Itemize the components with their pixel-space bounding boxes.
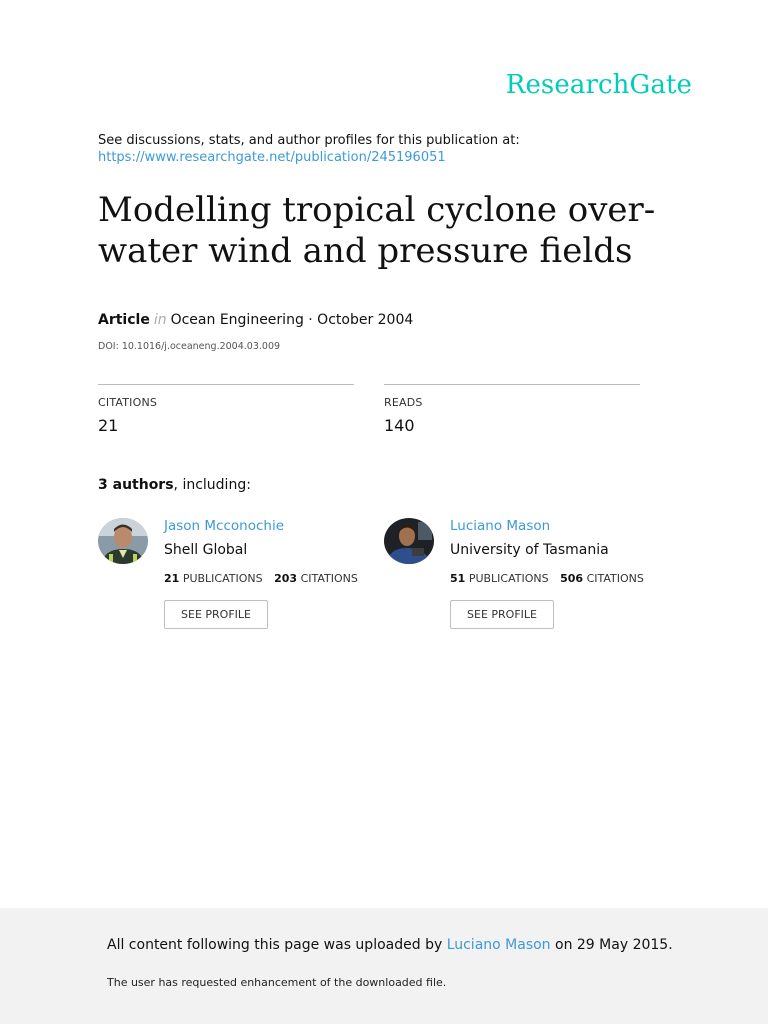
authors-count: 3 authors bbox=[98, 477, 174, 493]
person-photo-icon bbox=[98, 518, 148, 564]
doi-text: DOI: 10.1016/j.oceaneng.2004.03.009 bbox=[98, 341, 281, 352]
citations-count-label: CITATIONS bbox=[586, 572, 644, 585]
author-counts bbox=[164, 572, 358, 585]
publications-count: 51 bbox=[450, 572, 466, 585]
citations-count-label: CITATIONS bbox=[300, 572, 358, 585]
author-card bbox=[384, 516, 684, 636]
author-avatar[interactable] bbox=[384, 518, 434, 564]
citations-count: 506 bbox=[560, 572, 584, 585]
publication-url-link[interactable]: https://www.researchgate.net/publication/245196051 bbox=[98, 150, 446, 165]
publications-count: 21 bbox=[164, 572, 180, 585]
upload-suffix: on 29 May 2015. bbox=[555, 937, 673, 953]
author-institution: Shell Global bbox=[164, 542, 248, 558]
author-institution: University of Tasmania bbox=[450, 542, 609, 558]
citations-stat bbox=[98, 384, 354, 435]
publication-title: Modelling tropical cyclone over-water wind and pressure fields bbox=[98, 190, 656, 271]
author-card bbox=[98, 516, 398, 636]
publication-type: Article bbox=[98, 312, 150, 328]
author-name-link[interactable]: Jason Mcconochie bbox=[164, 518, 284, 534]
uploader-link[interactable]: Luciano Mason bbox=[446, 937, 551, 953]
author-avatar[interactable] bbox=[98, 518, 148, 564]
publications-label: PUBLICATIONS bbox=[182, 572, 263, 585]
upload-info bbox=[107, 937, 673, 953]
author-counts bbox=[450, 572, 644, 585]
upload-prefix: All content following this page was uploaded by bbox=[107, 937, 443, 953]
see-profile-button[interactable]: SEE PROFILE bbox=[450, 600, 554, 629]
upload-footer bbox=[0, 908, 768, 1024]
enhancement-note: The user has requested enhancement of the downloaded file. bbox=[107, 976, 447, 989]
intro-text: See discussions, stats, and author profiles for this publication at: bbox=[98, 133, 520, 148]
intro-block bbox=[98, 132, 520, 166]
person-photo-icon bbox=[384, 518, 434, 564]
publications-label: PUBLICATIONS bbox=[468, 572, 549, 585]
meta-in-word: in bbox=[153, 312, 167, 328]
authors-heading bbox=[98, 477, 251, 493]
reads-value: 140 bbox=[384, 416, 415, 435]
researchgate-logo[interactable]: ResearchGate bbox=[505, 70, 692, 100]
authors-heading-rest: , including: bbox=[173, 477, 251, 493]
journal-and-date: Ocean Engineering · October 2004 bbox=[170, 312, 414, 328]
publication-meta bbox=[98, 312, 413, 328]
author-name-link[interactable]: Luciano Mason bbox=[450, 518, 551, 534]
citations-value: 21 bbox=[98, 416, 119, 435]
see-profile-button[interactable]: SEE PROFILE bbox=[164, 600, 268, 629]
reads-label: READS bbox=[384, 396, 423, 409]
citations-label: CITATIONS bbox=[98, 396, 158, 409]
reads-stat bbox=[384, 384, 640, 435]
citations-count: 203 bbox=[274, 572, 298, 585]
